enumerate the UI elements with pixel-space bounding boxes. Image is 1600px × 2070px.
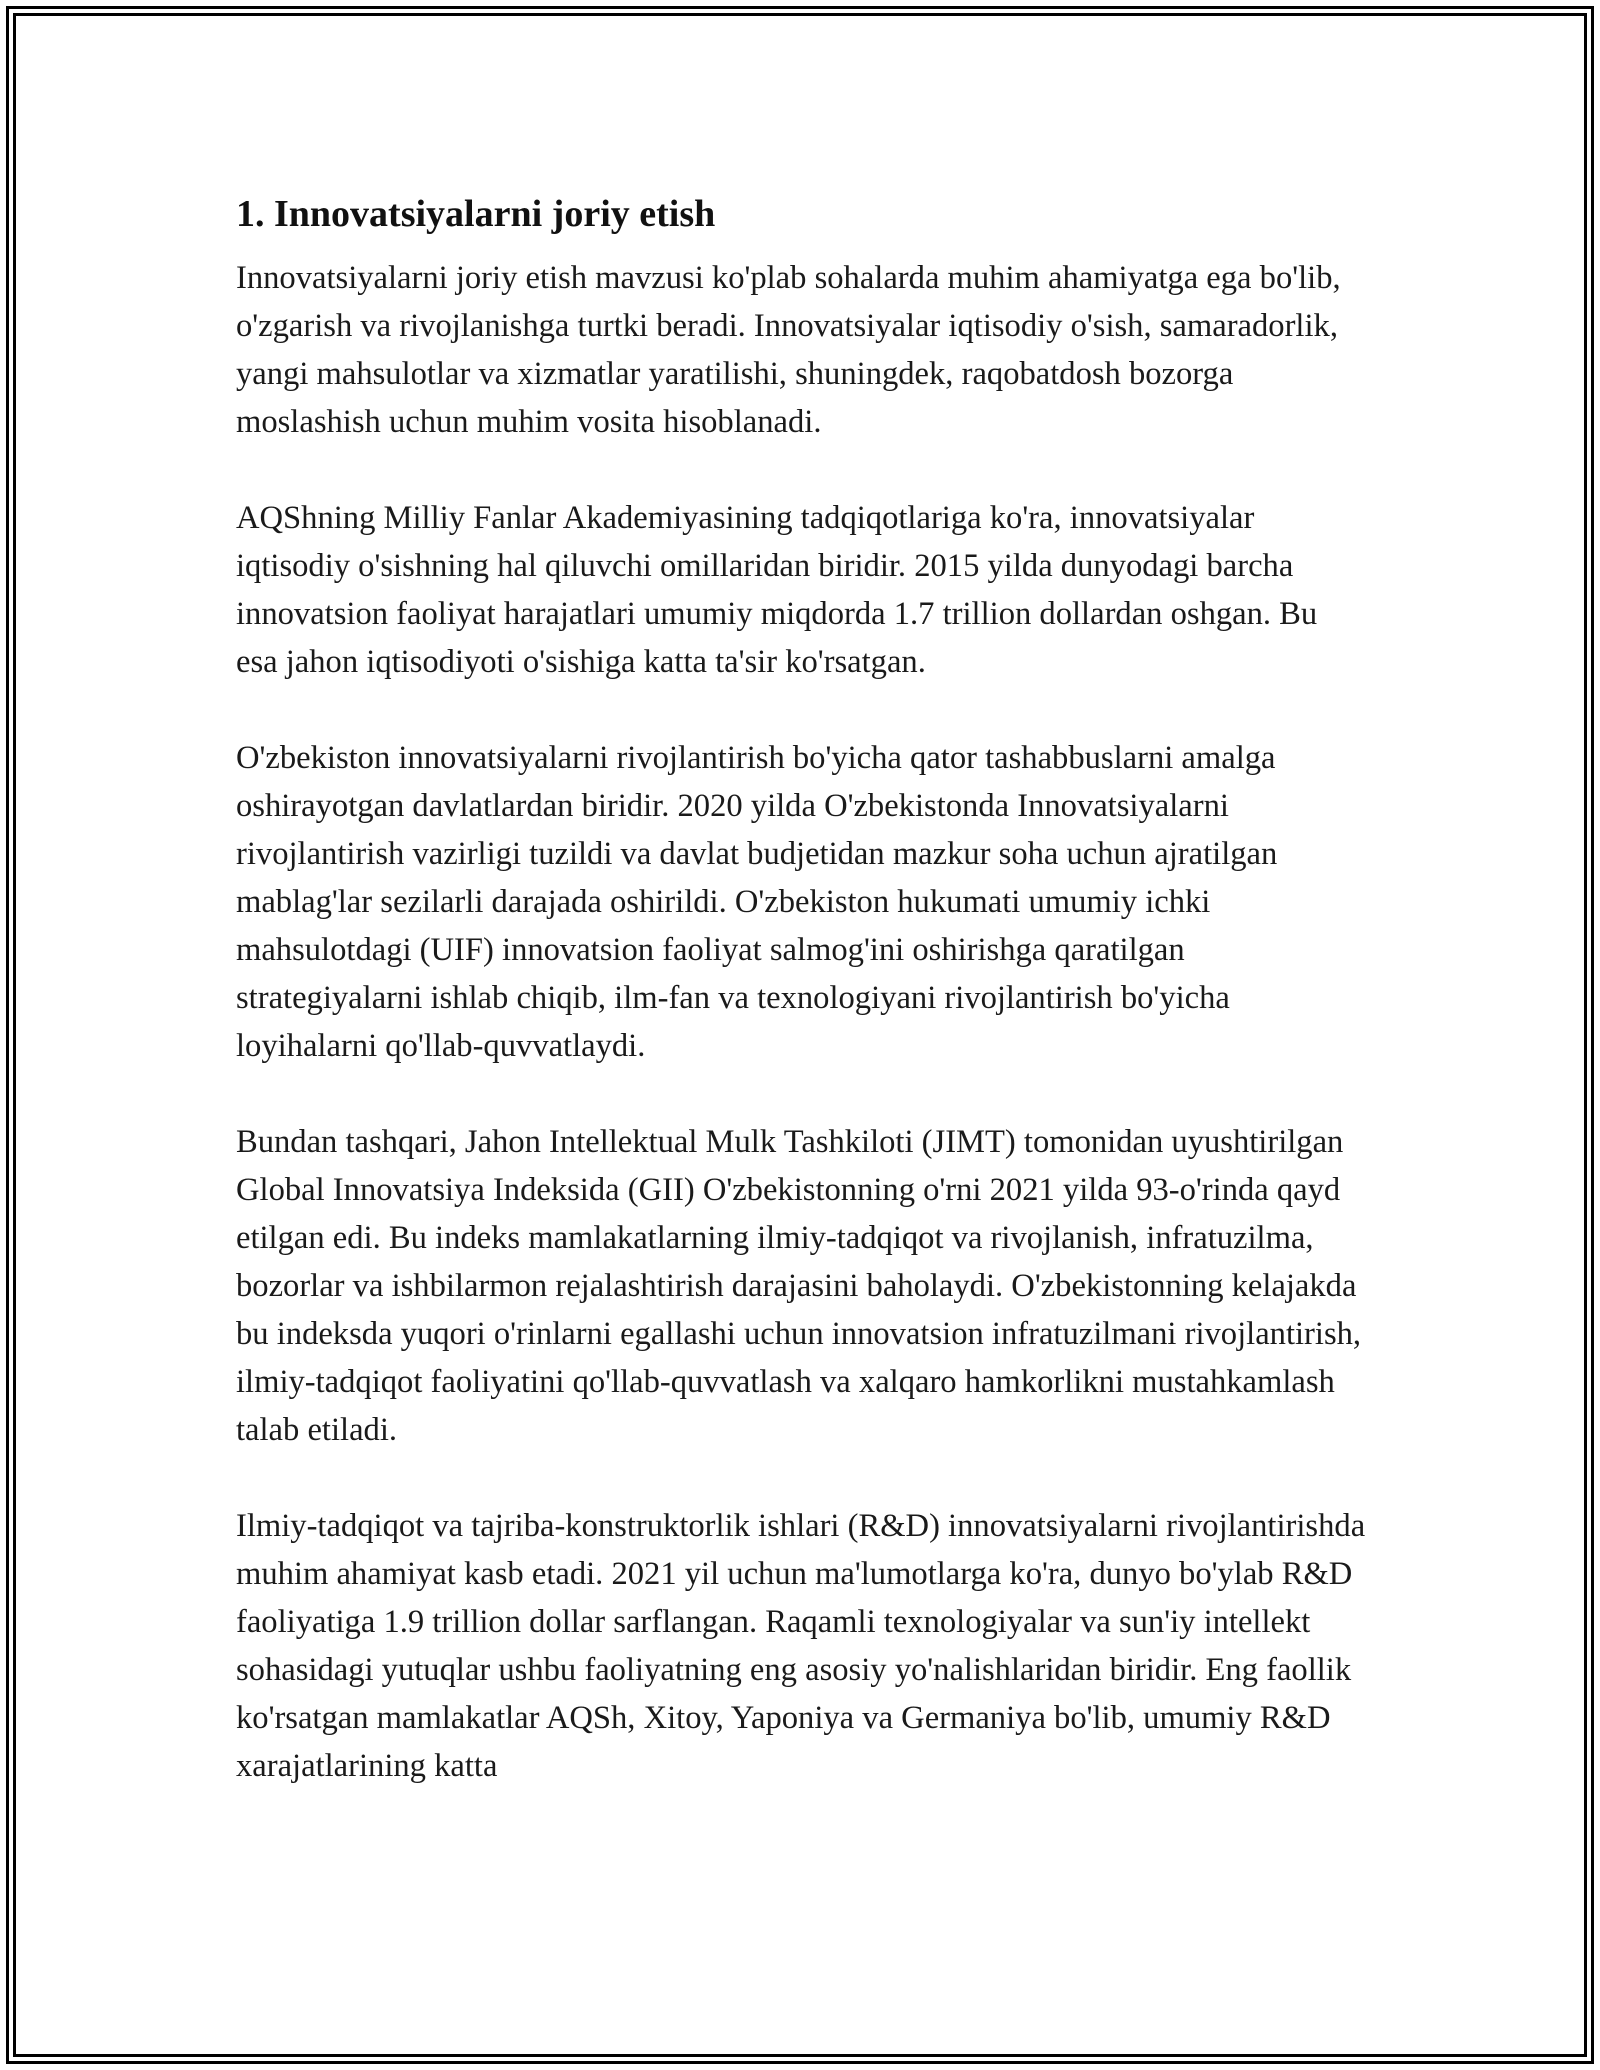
section-heading: 1. Innovatsiyalarni joriy etish (236, 193, 716, 235)
paragraph-research-development: Ilmiy-tadqiqot va tajriba-konstruktorlik ishlari (R&D) innovatsiyalarni rivojlantirishda muhim ahamiyat kasb etadi. 2021 yil uchun ma'lumotlarga ko'ra, dunyo bo'ylab R&D faoliyatiga 1.9 trillion dollar sarflangan. Raqamli texnologiyalar va sun'iy intellekt sohasidagi yutuqlar ushbu faoliyatning eng asosiy yo'nalishlaridan biridir. Eng faollik ko'rsatgan mamlakatlar AQSh, Xitoy, Yaponiya va Germaniya bo'lib, umumiy R&D xarajatlarining katta (236, 1508, 1366, 1784)
document-body (236, 188, 1366, 1838)
paragraph-innovation-intro: Innovatsiyalarni joriy etish mavzusi ko'plab sohalarda muhim ahamiyatga ega bo'lib, o'zgarish va rivojlanishga turtki beradi. Innovatsiyalar iqtisodiy o'sish, samaradorlik, yangi mahsulotlar va xizmatlar yaratilishi, shuningdek, raqobatdosh bozorga moslashish uchun muhim vosita hisoblanadi. (236, 260, 1341, 440)
paragraph-global-innovation-index: Bundan tashqari, Jahon Intellektual Mulk Tashkiloti (JIMT) tomonidan uyushtirilgan Global Innovatsiya Indeksida (GII) O'zbekistonning o'rni 2021 yilda 93-o'rinda qayd etilgan edi. Bu indeks mamlakatlarning ilmiy-tadqiqot va rivojlanish, infratuzilma, bozorlar va ishbilarmon rejalashtirish darajasini baholaydi. O'zbekistonning kelajakda bu indeksda yuqori o'rinlarni egallashi uchun innovatsion infratuzilmani rivojlantirish, ilmiy-tadqiqot faoliyatini qo'llab-quvvatlash va xalqaro hamkorlikni mustahkamlash talab etiladi. (236, 1124, 1362, 1448)
paragraph-us-academy: AQShning Milliy Fanlar Akademiyasining tadqiqotlariga ko'ra, innovatsiyalar iqtisodiy o'sishning hal qiluvchi omillaridan biridir. 2015 yilda dunyodagi barcha innovatsion faoliyat harajatlari umumiy miqdorda 1.7 trillion dollardan oshgan. Bu esa jahon iqtisodiyoti o'sishiga katta ta'sir ko'rsatgan. (236, 500, 1318, 680)
paragraph-uzbekistan-initiatives: O'zbekiston innovatsiyalarni rivojlantirish bo'yicha qator tashabbuslarni amalga oshirayotgan davlatlardan biridir. 2020 yilda O'zbekistonda Innovatsiyalarni rivojlantirish vazirligi tuzildi va davlat budjetidan mazkur soha uchun ajratilgan mablag'lar sezilarli darajada oshirildi. O'zbekiston hukumati umumiy ichki mahsulotdagi (UIF) innovatsion faoliyat salmog'ini oshirishga qaratilgan strategiyalarni ishlab chiqib, ilm-fan va texnologiyani rivojlantirish bo'yicha loyihalarni qo'llab-quvvatlaydi. (236, 740, 1278, 1064)
